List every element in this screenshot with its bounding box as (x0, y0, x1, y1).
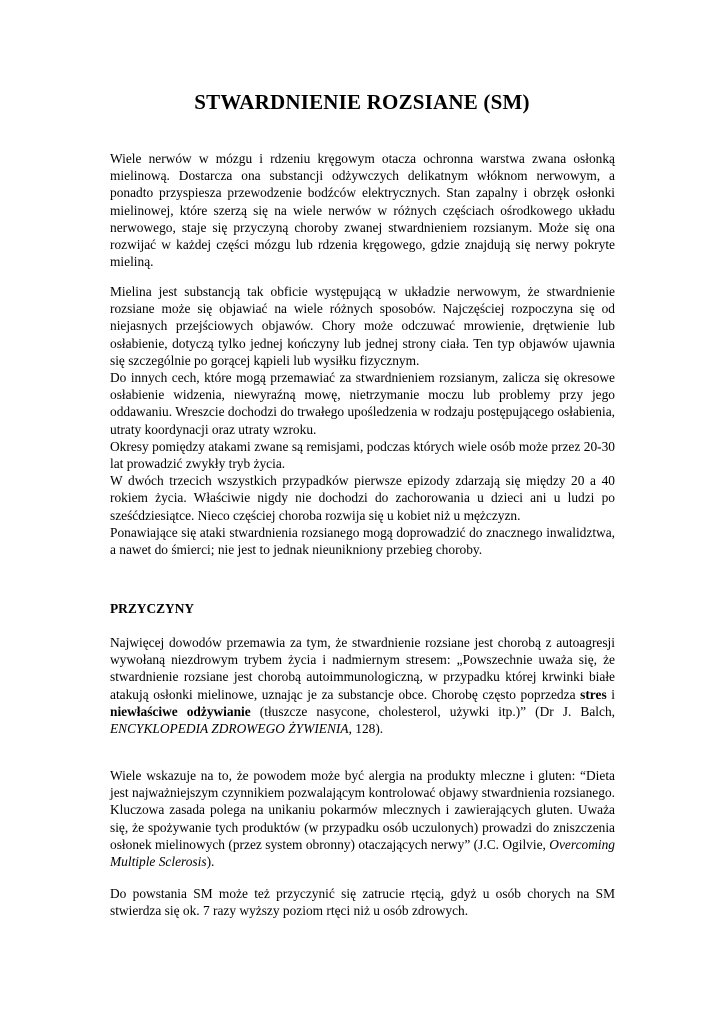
causes-p1-bold-odzywianie: niewłaściwe odżywianie (110, 703, 251, 719)
causes-p1-bold-stres: stres (580, 686, 607, 702)
causes-p1-text-d: (tłuszcze nasycone, cholesterol, używki itp.)” (Dr J. Balch, (250, 703, 615, 719)
symptoms-paragraph: Ponawiające się ataki stwardnienia rozsianego mogą doprowadzić do znacznego inwalidztwa, a nawet do śmierci; nie jest to jednak nieunikniony przebieg choroby. (110, 524, 615, 558)
causes-p2-text-b: ). (206, 854, 215, 870)
symptoms-section (110, 283, 615, 558)
causes-p2-book-title: Overcoming Multiple Sclerosis (110, 836, 615, 870)
causes-paragraph-1 (110, 634, 615, 737)
causes-p2-text-a: Wiele wskazuje na to, że powodem może być alergia na produkty mleczne i gluten: “Dieta jest najważniejszym czynnikiem pozwalającym kontrolować objawy stwardnienia rozsianego. Kluczowa zasada polega na unikaniu pokarmów mlecznych i zawierających gluten. Uważa się, że spożywanie tych produktów (w przypadku osób uczulonych) prowadzi do zniszczenia osłonek mielinowych (przez system obronny) otaczających nerwy” (J.C. Ogilvie, (110, 768, 615, 852)
causes-heading: PRZYCZYNY (110, 601, 195, 616)
causes-p1-book-title: ENCYKLOPEDIA ZDROWEGO ŻYWIENIA (110, 721, 349, 737)
document-title: STWARDNIENIE ROZSIANE (SM) (194, 90, 530, 114)
causes-paragraph-3: Do powstania SM może też przyczynić się zatrucie rtęcią, gdyż u osób chorych na SM stwierdza się ok. 7 razy wyższy poziom rtęci niż u osób zdrowych. (110, 886, 615, 919)
causes-p1-text-a: Najwięcej dowodów przemawia za tym, że stwardnienie rozsiane jest chorobą z autoagresji wywołaną niezdrowym trybem życia i nadmiernym stresem: „Powszechnie uważa się, że stwardnienie rozsiane jest chorobą autoimmunologiczną, w przypadku której krwinki białe atakują osłonki mielinowe, uznając je za substancje obce. Chorobę często poprzedza (110, 635, 615, 702)
symptoms-paragraph: Mielina jest substancją tak obficie występującą w układzie nerwowym, że stwardnienie rozsiane może się objawiać na wiele różnych sposobów. Najczęściej rozpoczyna się od niejasnych przejściowych objawów. Chory może odczuwać mrowienie, drętwienie lub osłabienie, dotyczą tylko jednej kończyny lub jednej strony ciała. Ten typ objawów ujawnia się szczególnie po gorącej kąpieli lub wysiłku fizycznym. (110, 284, 615, 368)
symptoms-paragraph: Do innych cech, które mogą przemawiać za stwardnieniem rozsianym, zalicza się okresowe osłabienie widzenia, niewyraźną mowę, nietrzymanie moczu lub problemy przy jego oddawaniu. Wreszcie dochodzi do trwałego upośledzenia w rodzaju postępującego osłabienia, utraty koordynacji oraz utraty wzroku. (110, 370, 615, 437)
symptoms-paragraph: W dwóch trzecich wszystkich przypadków pierwsze epizody zdarzają się między 20 a 40 rokiem życia. Właściwie nigdy nie dochodzi do zachorowania u dzieci ani u ludzi po sześćdziesiątce. Nieco częściej choroba rozwija się u kobiet niż u mężczyzn. (110, 473, 615, 523)
causes-p1-text-c: i (606, 686, 615, 702)
symptoms-paragraph: Okresy pomiędzy atakami zwane są remisjami, podczas których wiele osób może przez 20-30 lat prowadzić zwykły tryb życia. (110, 438, 615, 472)
intro-paragraph: Wiele nerwów w mózgu i rdzeniu kręgowym otacza ochronna warstwa zwana osłonką mielinową. Dostarcza ona substancji odżywczych delikatnym włóknom nerwowym, a ponadto przyspiesza przewodzenie bodźców elektrycznych. Stan zapalny i obrzęk osłonki mielinowej, które szerzą się na wiele nerwów w różnych częściach ośrodkowego układu nerwowego, staje się przyczyną choroby zwanej stwardnieniem rozsianym. Może się ona rozwijać w każdej części mózgu lub rdzenia kręgowego, gdzie znajdują się nerwy pokryte mieliną. (110, 151, 615, 270)
causes-p1-text-e: , 128). (348, 721, 384, 737)
causes-paragraph-2 (110, 767, 615, 870)
